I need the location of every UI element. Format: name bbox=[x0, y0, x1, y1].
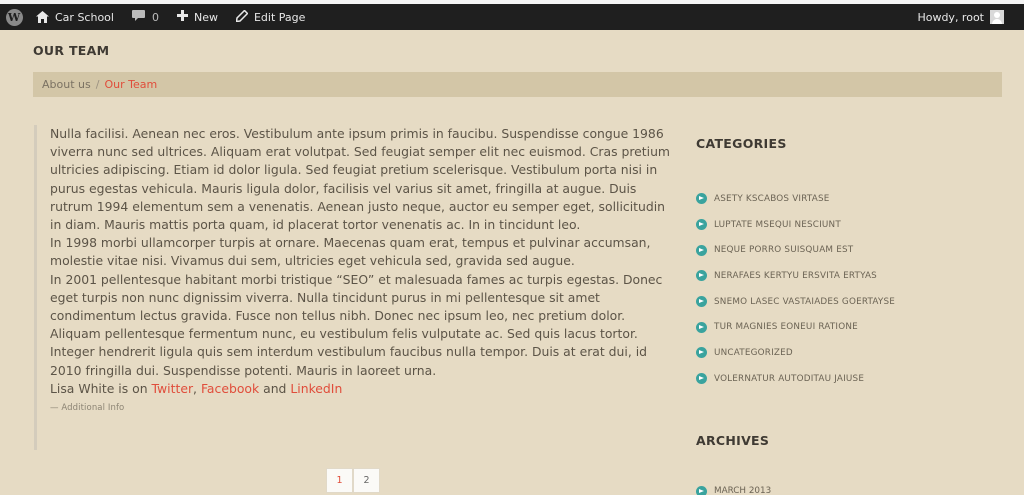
category-item[interactable] bbox=[696, 314, 895, 340]
avatar-icon bbox=[990, 10, 1004, 24]
breadcrumb bbox=[33, 72, 1002, 97]
category-item[interactable] bbox=[696, 263, 895, 289]
arrow-circle-icon bbox=[696, 322, 707, 333]
archives-heading: ARCHIVES bbox=[696, 433, 770, 448]
arrow-circle-icon bbox=[696, 270, 707, 281]
category-label: NEQUE PORRO SUISQUAM EST bbox=[714, 245, 854, 256]
arrow-circle-icon bbox=[696, 219, 707, 230]
arrow-circle-icon bbox=[696, 486, 707, 495]
new-content-label: New bbox=[193, 10, 218, 24]
facebook-link[interactable]: Facebook bbox=[200, 380, 260, 396]
team-blockquote bbox=[34, 125, 672, 450]
quote-paragraph: In 1998 morbi ullamcorper turpis at ornare. Maecenas quam erat, tempus et pulvinar accumsan, molestie vitae nisi. Vivamus dui sem, ultricies eget vehicula sed, gravida sed augue. bbox=[50, 235, 651, 269]
social-line bbox=[50, 380, 672, 398]
home-icon bbox=[36, 11, 49, 23]
arrow-circle-icon bbox=[696, 373, 707, 384]
breadcrumb-current: Our Team bbox=[104, 78, 158, 91]
category-label: LUPTATE MSEQUI NESCIUNT bbox=[714, 219, 841, 230]
twitter-link[interactable]: Twitter bbox=[151, 380, 194, 396]
category-label: NERAFAES KERTYU ERSVITA ERTYAS bbox=[714, 270, 877, 281]
breadcrumb-separator: / bbox=[95, 78, 100, 91]
categories-list bbox=[696, 186, 895, 392]
breadcrumb-about-us-link[interactable]: About us bbox=[42, 78, 91, 91]
comments-button[interactable] bbox=[132, 4, 159, 30]
comment-bubble-icon bbox=[132, 10, 145, 25]
page-button-1[interactable]: 1 bbox=[326, 468, 353, 493]
pagination bbox=[326, 468, 380, 493]
category-item[interactable] bbox=[696, 366, 895, 392]
wordpress-logo-icon: W bbox=[6, 9, 23, 26]
category-item[interactable] bbox=[696, 212, 895, 238]
archive-label: MARCH 2013 bbox=[714, 486, 772, 495]
new-content-button[interactable] bbox=[177, 4, 218, 30]
site-name-label: Car School bbox=[55, 10, 114, 24]
social-and: and bbox=[259, 380, 291, 396]
category-item[interactable] bbox=[696, 289, 895, 315]
quote-cite: — Additional Info bbox=[50, 403, 125, 414]
category-label: TUR MAGNIES EONEUI RATIONE bbox=[714, 322, 858, 333]
category-label: VOLERNATUR AUTODITAU JAIUSE bbox=[714, 373, 865, 384]
category-label: UNCATEGORIZED bbox=[714, 347, 793, 358]
category-label: ASETY KSCABOS VIRTASE bbox=[714, 193, 830, 204]
category-item[interactable] bbox=[696, 186, 895, 212]
pencil-icon bbox=[236, 10, 248, 25]
account-menu[interactable] bbox=[917, 4, 1004, 30]
plus-icon bbox=[177, 10, 188, 24]
social-prefix: Lisa White is on bbox=[50, 380, 152, 396]
archive-item[interactable] bbox=[696, 484, 771, 495]
admin-bar bbox=[0, 4, 1024, 30]
quote-paragraph: In 2001 pellentesque habitant morbi tristique “SEO” et malesuada fames ac turpis egestas. Donec eget turpis non nunc dignissim viverra. Nulla tincidunt purus in mi pellentesque sit amet condimentum lectus gravida. Fusce non tellus nibh. Donec nec ipsum leo, nec pretium dolor. Aliquam pellentesque fermentum nunc, eu vestibulum felis vulputate ac. Sed quis lacus tortor. Integer hendrerit ligula quis sem interdum vestibulum faucibus nulla tempor. Duis at erat dui, id 2010 fringilla dui. Suspendisse potenti. Mauris in laoreet urna. bbox=[50, 271, 663, 378]
archives-list bbox=[696, 484, 771, 495]
edit-page-button[interactable] bbox=[236, 4, 305, 30]
categories-heading: CATEGORIES bbox=[696, 136, 787, 151]
category-item[interactable] bbox=[696, 237, 895, 263]
category-item[interactable] bbox=[696, 340, 895, 366]
quote-paragraph: Nulla facilisi. Aenean nec eros. Vestibulum ante ipsum primis in faucibu. Suspendisse congue 1986 viverra nunc sed ultrices. Aliquam erat volutpat. Sed feugiat semper elit nec euismod. Cras pretium ultricies adipiscing. Etiam id dolor ligula. Sed feugiat pretium scelerisque. Vestibulum porta nisi in purus egestas vehicula. Mauris ligula dolor, facilisis vel varius sit amet, fringilla at augue. Duis rutrum 1994 elementum sem a venenatis. Aenean justo neque, auctor eu semper eget, sollicitudin in diam. Mauris mattis porta quam, id placerat tortor venenatis ac. In in tincidunt leo. bbox=[50, 126, 670, 233]
category-label: SNEMO LASEC VASTAIADES GOERTAYSE bbox=[714, 296, 896, 307]
site-name-link[interactable] bbox=[36, 4, 114, 30]
wordpress-logo-button[interactable] bbox=[0, 4, 28, 30]
arrow-circle-icon bbox=[696, 193, 707, 204]
arrow-circle-icon bbox=[696, 245, 707, 256]
arrow-circle-icon bbox=[696, 296, 707, 307]
arrow-circle-icon bbox=[696, 347, 707, 358]
howdy-label: Howdy, root bbox=[917, 10, 984, 24]
comments-count: 0 bbox=[151, 10, 159, 24]
social-comma: , bbox=[193, 380, 201, 396]
linkedin-link[interactable]: LinkedIn bbox=[290, 380, 343, 396]
edit-page-label: Edit Page bbox=[253, 10, 306, 24]
page-button-2[interactable]: 2 bbox=[353, 468, 380, 493]
page-title: OUR TEAM bbox=[33, 43, 110, 58]
